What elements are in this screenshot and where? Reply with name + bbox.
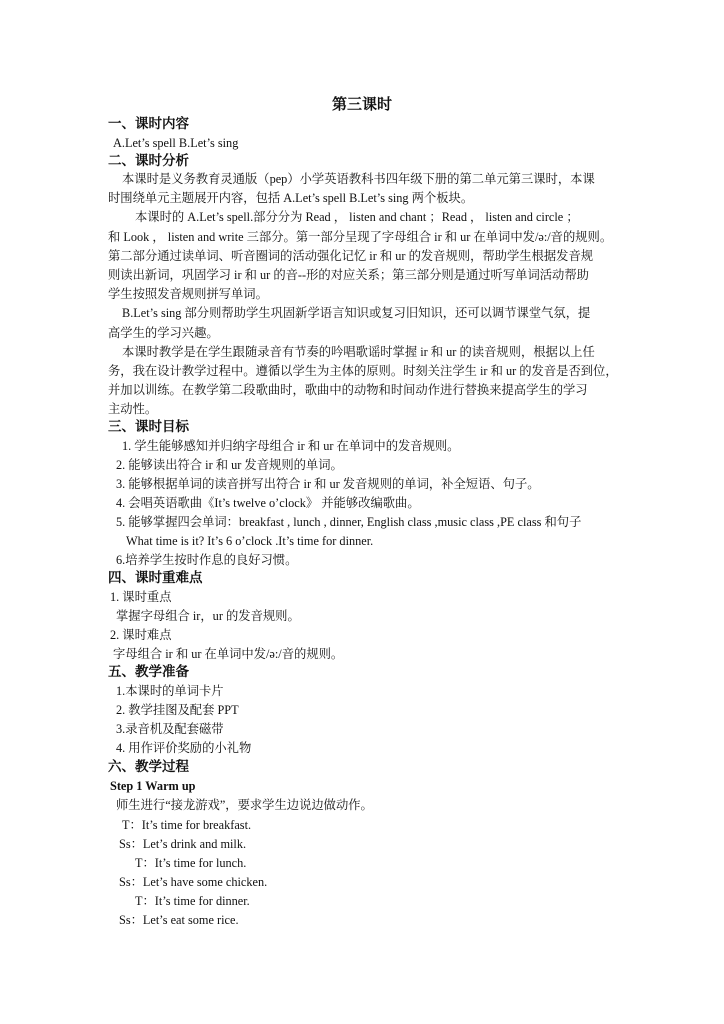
text-line: 并加以训练。在教学第二段歌曲时，歌曲中的动物和时间动作进行替换来提高学生的学习 <box>108 383 588 397</box>
text-line: 主动性。 <box>108 402 158 416</box>
text-line: 2. 课时难点 <box>110 628 172 642</box>
text-line: Ss：Let’s have some chicken. <box>119 875 268 889</box>
section-heading: 五、教学准备 <box>108 664 189 680</box>
text-line: 和 Look ， listen and write 三部分。第一部分呈现了字母组合 ir 和 ur 在单词中发/ə:/音的规则。 <box>108 230 613 244</box>
text-line: A.Let’s spell B.Let’s sing <box>113 136 239 150</box>
text-line: T：It’s time for dinner. <box>135 894 250 908</box>
text-line: 务，我在设计教学过程中。遵循以学生为主体的原则。时刻关注学生 ir 和 ur 的发音是否到位， <box>108 364 618 378</box>
text-line: 师生进行“接龙游戏”，要求学生边说边做动作。 <box>116 798 373 812</box>
text-line: 1.本课时的单词卡片 <box>116 684 224 698</box>
text-line: 本课时是义务教育灵通版（pep）小学英语教科书四年级下册的第二单元第三课时，本课 <box>122 172 595 186</box>
text-line: 本课时教学是在学生跟随录音有节奏的吟唱歌谣时掌握 ir 和 ur 的读音规则，根据以上任 <box>122 345 595 359</box>
text-line: 5. 能够掌握四会单词：breakfast , lunch , dinner, English class ,music class ,PE class 和句子 <box>116 515 582 529</box>
text-line: 高学生的学习兴趣。 <box>108 326 219 340</box>
step-heading: Step 1 Warm up <box>110 779 196 793</box>
page-title: 第三课时 <box>331 95 392 113</box>
text-line: 4. 用作评价奖励的小礼物 <box>116 741 252 755</box>
text-line: 3.录音机及配套磁带 <box>116 722 224 736</box>
text-line: 6.培养学生按时作息的良好习惯。 <box>116 553 298 567</box>
text-line: 字母组合 ir 和 ur 在单词中发/ə:/音的规则。 <box>113 647 344 661</box>
text-line: 4. 会唱英语歌曲《It’s twelve o’clock》 并能够改编歌曲。 <box>116 496 420 510</box>
section-heading: 一、课时内容 <box>108 116 189 132</box>
text-line: 则读出新词，巩固学习 ir 和 ur 的音--形的对应关系；第三部分则是通过听写单词活动帮助 <box>108 268 589 282</box>
section-heading: 三、课时目标 <box>108 419 189 435</box>
section-heading: 四、课时重难点 <box>108 570 203 586</box>
text-line: T：It’s time for lunch. <box>135 856 247 870</box>
text-line: 学生按照发音规则拼写单词。 <box>108 287 268 301</box>
text-line: 3. 能够根据单词的读音拼写出符合 ir 和 ur 发音规则的单词，补全短语、句子。 <box>116 477 540 491</box>
text-line: 时围绕单元主题展开内容，包括 A.Let’s spell B.Let’s sing 两个板块。 <box>108 191 474 205</box>
text-line: 掌握字母组合 ir，ur 的发音规则。 <box>116 609 300 623</box>
text-line: Ss：Let’s eat some rice. <box>119 913 239 927</box>
text-line: 本课时的 A.Let’s spell.部分分为 Read ， listen and chant ；Read ， listen and circle ； <box>135 210 579 224</box>
text-line: What time is it? It’s 6 o’clock .It’s time for dinner. <box>126 534 374 548</box>
text-line: Ss：Let’s drink and milk. <box>119 837 247 851</box>
text-line: T：It’s time for breakfast. <box>122 818 252 832</box>
section-heading: 二、课时分析 <box>108 153 189 169</box>
text-line: 2. 教学挂图及配套 PPT <box>116 703 239 717</box>
text-line: B.Let’s sing 部分则帮助学生巩固新学语言知识或复习旧知识，还可以调节课堂气氛，提 <box>122 306 591 320</box>
text-line: 1. 学生能够感知并归纳字母组合 ir 和 ur 在单词中的发音规则。 <box>122 439 460 453</box>
section-heading: 六、教学过程 <box>108 759 189 775</box>
text-line: 第二部分通过读单词、听音圈词的活动强化记忆 ir 和 ur 的发音规则，帮助学生根据发音规 <box>108 249 594 263</box>
text-line: 1. 课时重点 <box>110 590 172 604</box>
text-line: 2. 能够读出符合 ir 和 ur 发音规则的单词。 <box>116 458 343 472</box>
